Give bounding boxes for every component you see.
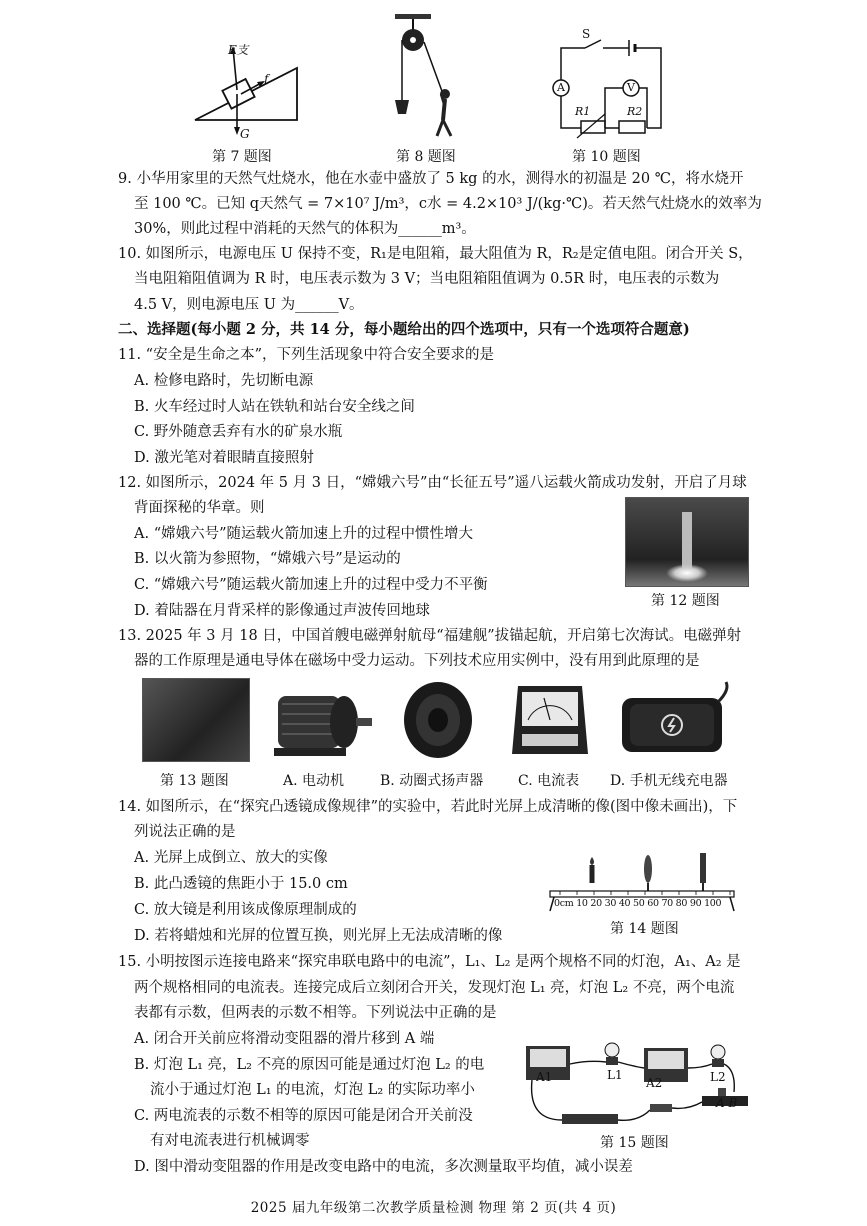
q14-option-a: A. 光屏上成倒立、放大的实像 bbox=[134, 850, 328, 866]
q11-option-b: B. 火车经过时人站在铁轨和站台安全线之间 bbox=[134, 399, 415, 415]
catapult-photo bbox=[142, 678, 250, 762]
q9-line1: 9. 小华用家里的天然气灶烧水，他在水壶中盛放了 5 kg 的水，测得水的初温是 20 ℃，将水烧开 bbox=[118, 171, 744, 187]
optical-bench-scale: 0cm 10 20 30 40 50 60 70 80 90 100 bbox=[554, 898, 722, 909]
q13-option-d: D. 手机无线充电器 bbox=[610, 773, 728, 789]
q15-l2-label: L2 bbox=[710, 1070, 726, 1084]
fig10-switch-label: S bbox=[582, 27, 591, 41]
series-circuit-diagram bbox=[522, 1040, 758, 1132]
q11-option-c: C. 野外随意丢弃有水的矿泉水瓶 bbox=[134, 424, 343, 440]
page-footer: 2025 届九年级第二次教学质量检测 物理 第 2 页(共 4 页) bbox=[250, 1200, 617, 1216]
q12-line2: 背面探秘的华章。则 bbox=[134, 500, 265, 516]
q13-option-b: B. 动圈式扬声器 bbox=[380, 773, 484, 789]
rocket-launch-photo bbox=[625, 497, 749, 587]
q15-option-c-line2: 有对电流表进行机械调零 bbox=[150, 1133, 310, 1149]
q15-line2: 两个规格相同的电流表。连接完成后立刻闭合开关，发现灯泡 L₁ 亮，灯泡 L₂ 不亮，两个电流 bbox=[134, 980, 735, 996]
electric-motor-image bbox=[268, 680, 376, 762]
q14-caption: 第 14 题图 bbox=[610, 921, 679, 937]
fig10-r1-label: R1 bbox=[575, 105, 591, 118]
q13-line1: 13. 2025 年 3 月 18 日，中国首艘电磁弹射航母“福建舰”拔锚起航，开启第七次海试。电磁弹射 bbox=[118, 628, 742, 644]
q10-line1: 10. 如图所示，电源电压 U 保持不变，R₁是电阻箱，最大阻值为 R，R₂是定值电阻。闭合开关 S， bbox=[118, 246, 753, 262]
fig8-pulley-diagram bbox=[385, 12, 475, 142]
q15-option-b-line1: B. 灯泡 L₁ 亮，L₂ 不亮的原因可能是通过灯泡 L₂ 的电 bbox=[134, 1057, 485, 1073]
q13-line2: 器的工作原理是通电导体在磁场中受力运动。下列技术应用实例中，没有用到此原理的是 bbox=[134, 653, 700, 669]
q11-option-d: D. 激光笔对着眼睛直接照射 bbox=[134, 450, 314, 466]
q13-option-c: C. 电流表 bbox=[518, 773, 580, 789]
fig7-incline-diagram bbox=[195, 38, 305, 138]
q11-option-a: A. 检修电路时，先切断电源 bbox=[134, 373, 314, 389]
q15-option-c-line1: C. 两电流表的示数不相等的原因可能是闭合开关前没 bbox=[134, 1108, 473, 1124]
q15-rheostat-ab-label: A B bbox=[716, 1096, 738, 1110]
q15-line3: 表都有示数，但两表的示数不相等。下列说法中正确的是 bbox=[134, 1005, 497, 1021]
q12-option-b: B. 以火箭为参照物，“嫦娥六号”是运动的 bbox=[134, 551, 401, 567]
q12-option-c: C. “嫦娥六号”随运载火箭加速上升的过程中受力不平衡 bbox=[134, 577, 488, 593]
wireless-charger-image bbox=[614, 680, 734, 762]
q14-line2: 列说法正确的是 bbox=[134, 824, 236, 840]
q15-caption: 第 15 题图 bbox=[600, 1135, 669, 1151]
q15-option-d: D. 图中滑动变阻器的作用是改变电路中的电流，多次测量取平均值，减小误差 bbox=[134, 1159, 633, 1175]
q15-option-b-line2: 流小于通过灯泡 L₁ 的电流，灯泡 L₂ 的实际功率小 bbox=[150, 1082, 475, 1098]
q13-caption: 第 13 题图 bbox=[160, 773, 229, 789]
fig7-caption: 第 7 题图 bbox=[212, 149, 272, 165]
section2-heading: 二、选择题(每小题 2 分，共 14 分，每小题给出的四个选项中，只有一个选项符合题意) bbox=[118, 321, 690, 338]
fig10-caption: 第 10 题图 bbox=[572, 149, 641, 165]
fig7-friction-label: f bbox=[264, 72, 269, 86]
q9-line3: 30%，则此过程中消耗的天然气的体积为______m³。 bbox=[134, 221, 476, 237]
q12-option-d: D. 着陆器在月背采样的影像通过声波传回地球 bbox=[134, 603, 430, 619]
q12-option-a: A. “嫦娥六号”随运载火箭加速上升的过程中惯性增大 bbox=[134, 526, 474, 542]
q15-a2-label: A2 bbox=[646, 1076, 663, 1090]
q12-caption: 第 12 题图 bbox=[651, 593, 720, 609]
q14-line1: 14. 如图所示，在“探究凸透镜成像规律”的实验中，若此时光屏上成清晰的像(图中像未画出)，下 bbox=[118, 799, 738, 815]
q14-option-b: B. 此凸透镜的焦距小于 15.0 cm bbox=[134, 876, 348, 892]
fig7-support-force-label: F支 bbox=[228, 43, 249, 57]
fig7-gravity-label: G bbox=[240, 127, 250, 141]
fig10-ammeter-label: A bbox=[557, 81, 565, 94]
fig8-caption: 第 8 题图 bbox=[396, 149, 456, 165]
q15-option-a: A. 闭合开关前应将滑动变阻器的滑片移到 A 端 bbox=[134, 1031, 435, 1047]
q9-line2: 至 100 ℃。已知 q天然气 = 7×10⁷ J/m³，c水 = 4.2×10³ J/(kg·℃)。若天然气灶烧水的效率为 bbox=[134, 196, 762, 212]
q10-line2: 当电阻箱阻值调为 R 时，电压表示数为 3 V；当电阻箱阻值调为 0.5R 时，电压表的示数为 bbox=[134, 271, 720, 287]
q15-a1-label: A1 bbox=[536, 1070, 553, 1084]
q13-option-a: A. 电动机 bbox=[283, 773, 345, 789]
speaker-image bbox=[398, 678, 476, 762]
q10-line3: 4.5 V，则电源电压 U 为______V。 bbox=[134, 297, 364, 313]
q15-l1-label: L1 bbox=[607, 1068, 623, 1082]
fig10-r2-label: R2 bbox=[627, 105, 643, 118]
ammeter-image bbox=[508, 680, 592, 760]
fig10-voltmeter-label: V bbox=[627, 81, 635, 94]
q14-option-d: D. 若将蜡烛和光屏的位置互换，则光屏上无法成清晰的像 bbox=[134, 928, 503, 944]
q14-option-c: C. 放大镜是利用该成像原理制成的 bbox=[134, 902, 357, 918]
q12-line1: 12. 如图所示，2024 年 5 月 3 日，“嫦娥六号”由“长征五号”遥八运载火箭成功发射，开启了月球 bbox=[118, 475, 747, 491]
q11-stem: 11. “安全是生命之本”，下列生活现象中符合安全要求的是 bbox=[118, 347, 494, 363]
q15-line1: 15. 小明按图示连接电路来“探究串联电路中的电流”，L₁、L₂ 是两个规格不同的灯泡，A₁、A₂ 是 bbox=[118, 954, 741, 970]
